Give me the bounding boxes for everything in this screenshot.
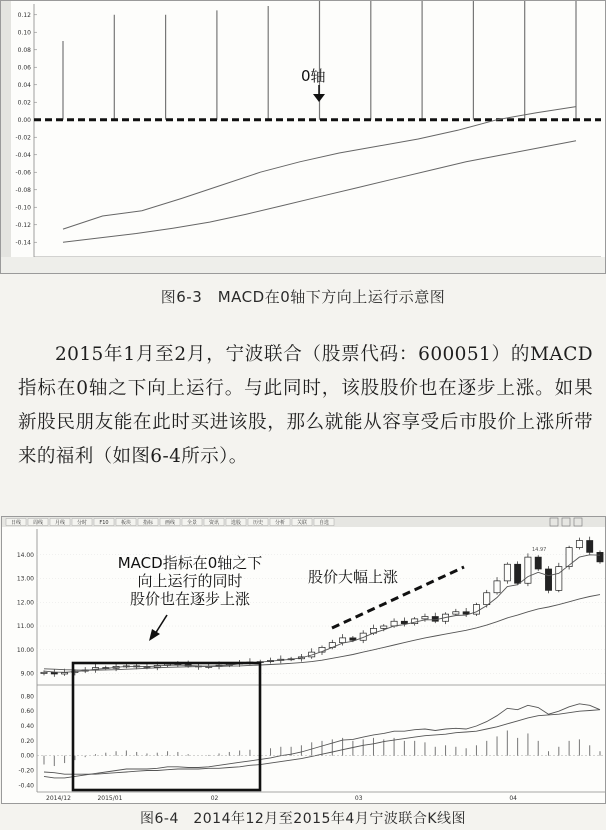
y-tick-label: -0.04 (15, 151, 31, 159)
candle-body (535, 557, 541, 569)
y-tick-label: 0.02 (17, 99, 31, 107)
macd-tick-label: -0.40 (18, 782, 34, 790)
figure2-caption: 图6-4 2014年12月至2015年4月宁波联合K线图 (139, 811, 467, 827)
y-tick-label: 0.06 (17, 64, 31, 72)
candle-body (350, 638, 356, 640)
y-tick-label: 0.00 (17, 116, 31, 124)
toolbar-tab-label: 周线 (32, 520, 44, 526)
x-axis-label: 2015/01 (97, 795, 123, 802)
y-tick-label: -0.12 (15, 221, 31, 229)
annotation-left-line2: 向上运行的同时 (137, 572, 243, 590)
toolbar-tab-label: F10 (99, 520, 109, 526)
y-tick-label: -0.06 (15, 169, 31, 177)
y-tick-label: 0.08 (17, 46, 31, 54)
toolbar-tab-label: 日线 (10, 520, 22, 526)
figure-macd-zero-axis (0, 0, 606, 274)
body-paragraph: 2015年1月至2月，宁波联合（股票代码：600051）的MACD指标在0轴之下向上运行。与此同时，该股股价也在逐步上涨。如果新股民朋友能在此时买进该股，那么就能从容享受后市股价上涨所带来的福利（如图6-4所示）。 (18, 344, 593, 467)
candle-body (340, 638, 346, 643)
annotation-right: 股价大幅上涨 (308, 568, 399, 586)
price-tick-label: 11.00 (16, 623, 34, 630)
candle-body (504, 564, 510, 581)
toolbar-tab-label: 自选 (318, 520, 330, 526)
left-toolbar[interactable] (1, 1, 11, 263)
x-axis-label: 2014/12 (46, 795, 71, 802)
x-axis-label: 02 (210, 795, 219, 802)
toolbar-tab-label: 画线 (164, 520, 176, 526)
y-tick-label: 0.04 (17, 81, 31, 89)
zero-axis-label: 0轴 (301, 67, 326, 85)
annotation-left-line3: 股价也在逐步上涨 (129, 590, 251, 608)
candle-body (381, 626, 387, 628)
candle-body (62, 673, 68, 674)
toolbar-tab-label: 月线 (54, 520, 66, 526)
price-tick-label: 14.00 (16, 551, 34, 559)
macd-tick-label: 0.40 (20, 723, 34, 731)
figure1-caption: 图6-3 MACD在0轴下方向上运行示意图 (160, 288, 446, 306)
annotation-left-line1: MACD指标在0轴之下 (117, 554, 263, 572)
y-tick-label: 0.12 (17, 11, 31, 19)
candle-body (515, 564, 521, 583)
toolbar-tab-label: 分时 (76, 520, 88, 526)
candle-body (587, 541, 593, 553)
toolbar-tab-label: 资讯 (208, 520, 220, 526)
x-axis-label: 03 (354, 795, 363, 802)
toolbar-tab-label: 关联 (296, 520, 308, 526)
toolbar-tab-label: 历史 (252, 520, 264, 526)
macd-chart-1 (1, 1, 605, 273)
x-axis-label: 04 (509, 795, 517, 802)
candle-body (463, 612, 469, 614)
candle-body (41, 672, 47, 673)
y-tick-label: -0.10 (15, 204, 31, 212)
candle-body (494, 581, 500, 593)
macd-tick-label: 0.60 (20, 708, 34, 716)
kline-chart (2, 517, 605, 803)
toolbar-tab-label: 选股 (230, 520, 242, 526)
toolbar-tab-label: 全景 (186, 520, 198, 526)
candle-body (453, 612, 459, 614)
candle-body (597, 552, 603, 562)
y-tick-label: -0.08 (15, 186, 31, 194)
candle-body (545, 569, 551, 590)
candle-body (401, 621, 407, 623)
price-tick-label: 13.00 (16, 575, 34, 583)
figure-kline-chart (1, 516, 606, 804)
candle-body (576, 541, 582, 548)
toolbar-tab-label: 指标 (142, 520, 154, 526)
toolbar-tab-label: 板块 (120, 520, 132, 526)
y-tick-label: -0.14 (15, 239, 31, 247)
y-tick-label: 0.10 (17, 29, 31, 37)
candle-body (525, 557, 531, 583)
price-tick-label: 9.00 (20, 670, 34, 678)
macd-tick-label: -0.20 (18, 767, 34, 775)
y-tick-label: -0.02 (15, 134, 31, 142)
price-tick-label: 12.00 (16, 599, 34, 607)
toolbar-tab-label: 分析 (274, 520, 286, 526)
candle-body (422, 617, 428, 619)
candle-body (484, 593, 490, 605)
price-tick-label: 10.00 (16, 646, 34, 654)
price-high-label: 14.97 (532, 547, 547, 553)
macd-tick-label: 0.00 (20, 752, 34, 760)
candle-body (556, 567, 562, 591)
macd-tick-label: 0.80 (20, 693, 34, 701)
macd-tick-label: 0.20 (20, 737, 34, 745)
